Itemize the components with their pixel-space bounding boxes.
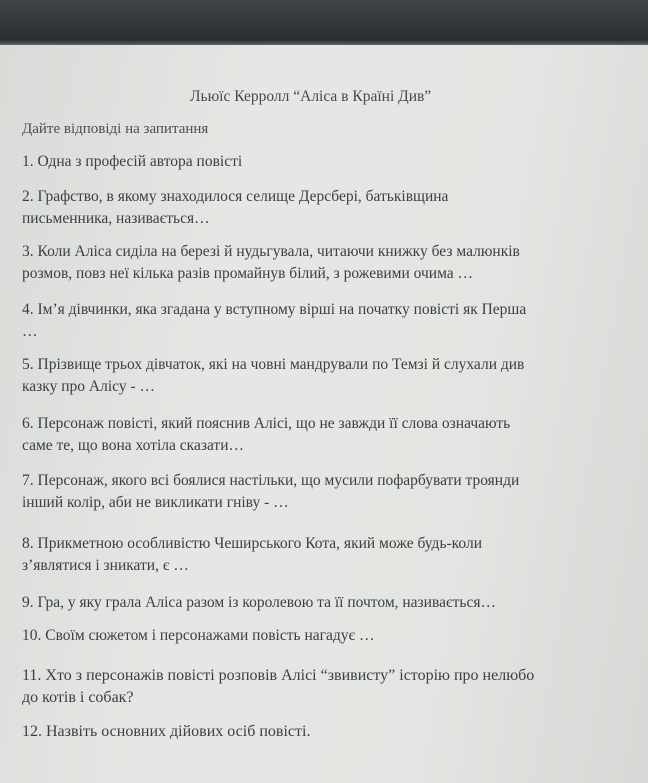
question-line: 8. Прикметною особливістю Чеширського Кота, який може будь-коли — [22, 535, 482, 552]
question-10 — [22, 625, 375, 647]
question-line: з’являтися і зникати, є … — [22, 557, 189, 574]
question-4 — [22, 299, 526, 343]
instructions: Дайте відповіді на запитання — [22, 121, 209, 137]
question-12 — [22, 721, 310, 743]
question-line: 6. Персонаж повісті, який пояснив Алісі, що не завжди її слова означають — [22, 415, 511, 432]
question-line: 9. Гра, у яку грала Аліса разом із королевою та її почтом, називається… — [22, 594, 496, 611]
question-6 — [22, 413, 510, 457]
question-line: 7. Персонаж, якого всі боялися настільки, що мусили пофарбувати троянди — [22, 472, 520, 489]
show-through-text — [40, 745, 43, 761]
question-line: 4. Ім’я дівчинки, яка згадана у вступному вірші на початку повісті як Перша — [22, 301, 527, 318]
question-2 — [22, 186, 448, 230]
question-8 — [22, 533, 482, 577]
question-line: розмов, повз неї кілька разів промайнув білий, з рожевими очима … — [22, 265, 474, 282]
question-line: інший колір, аби не викликати гніву - … — [22, 494, 289, 511]
question-line: 2. Графство, в якому знаходилося селище Дерсбері, батьківщина — [22, 188, 449, 205]
question-line: письменника, називається… — [22, 210, 210, 227]
question-3 — [22, 241, 520, 285]
question-line: 12. Назвіть основних дійових осіб повісті. — [22, 723, 311, 740]
question-line: 10. Своїм сюжетом і персонажами повість нагадує … — [22, 627, 375, 644]
question-1 — [22, 151, 242, 173]
question-line: 5. Прізвище трьох дівчаток, які на човні мандрували по Темзі й слухали див — [22, 356, 525, 373]
question-line: 11. Хто з персонажів повісті розповів Алісі “звивисту” історію про нелюбо — [22, 667, 535, 684]
question-line: казку про Алісу - … — [22, 378, 155, 395]
question-9 — [22, 592, 496, 614]
document-sheet — [0, 45, 648, 783]
question-line: 1. Одна з професій автора повісті — [22, 153, 243, 170]
document-title: Льюїс Керролл “Аліса в Країні Див” — [190, 88, 432, 105]
question-line: саме те, що вона хотіла сказати… — [22, 437, 244, 454]
question-5 — [22, 354, 524, 398]
question-7 — [22, 470, 519, 514]
question-line: 3. Коли Аліса сиділа на березі й нудьгувала, читаючи книжку без малюнків — [22, 243, 520, 260]
question-line: … — [22, 323, 38, 340]
question-11 — [22, 665, 534, 709]
question-line: до котів і собак? — [22, 689, 134, 706]
